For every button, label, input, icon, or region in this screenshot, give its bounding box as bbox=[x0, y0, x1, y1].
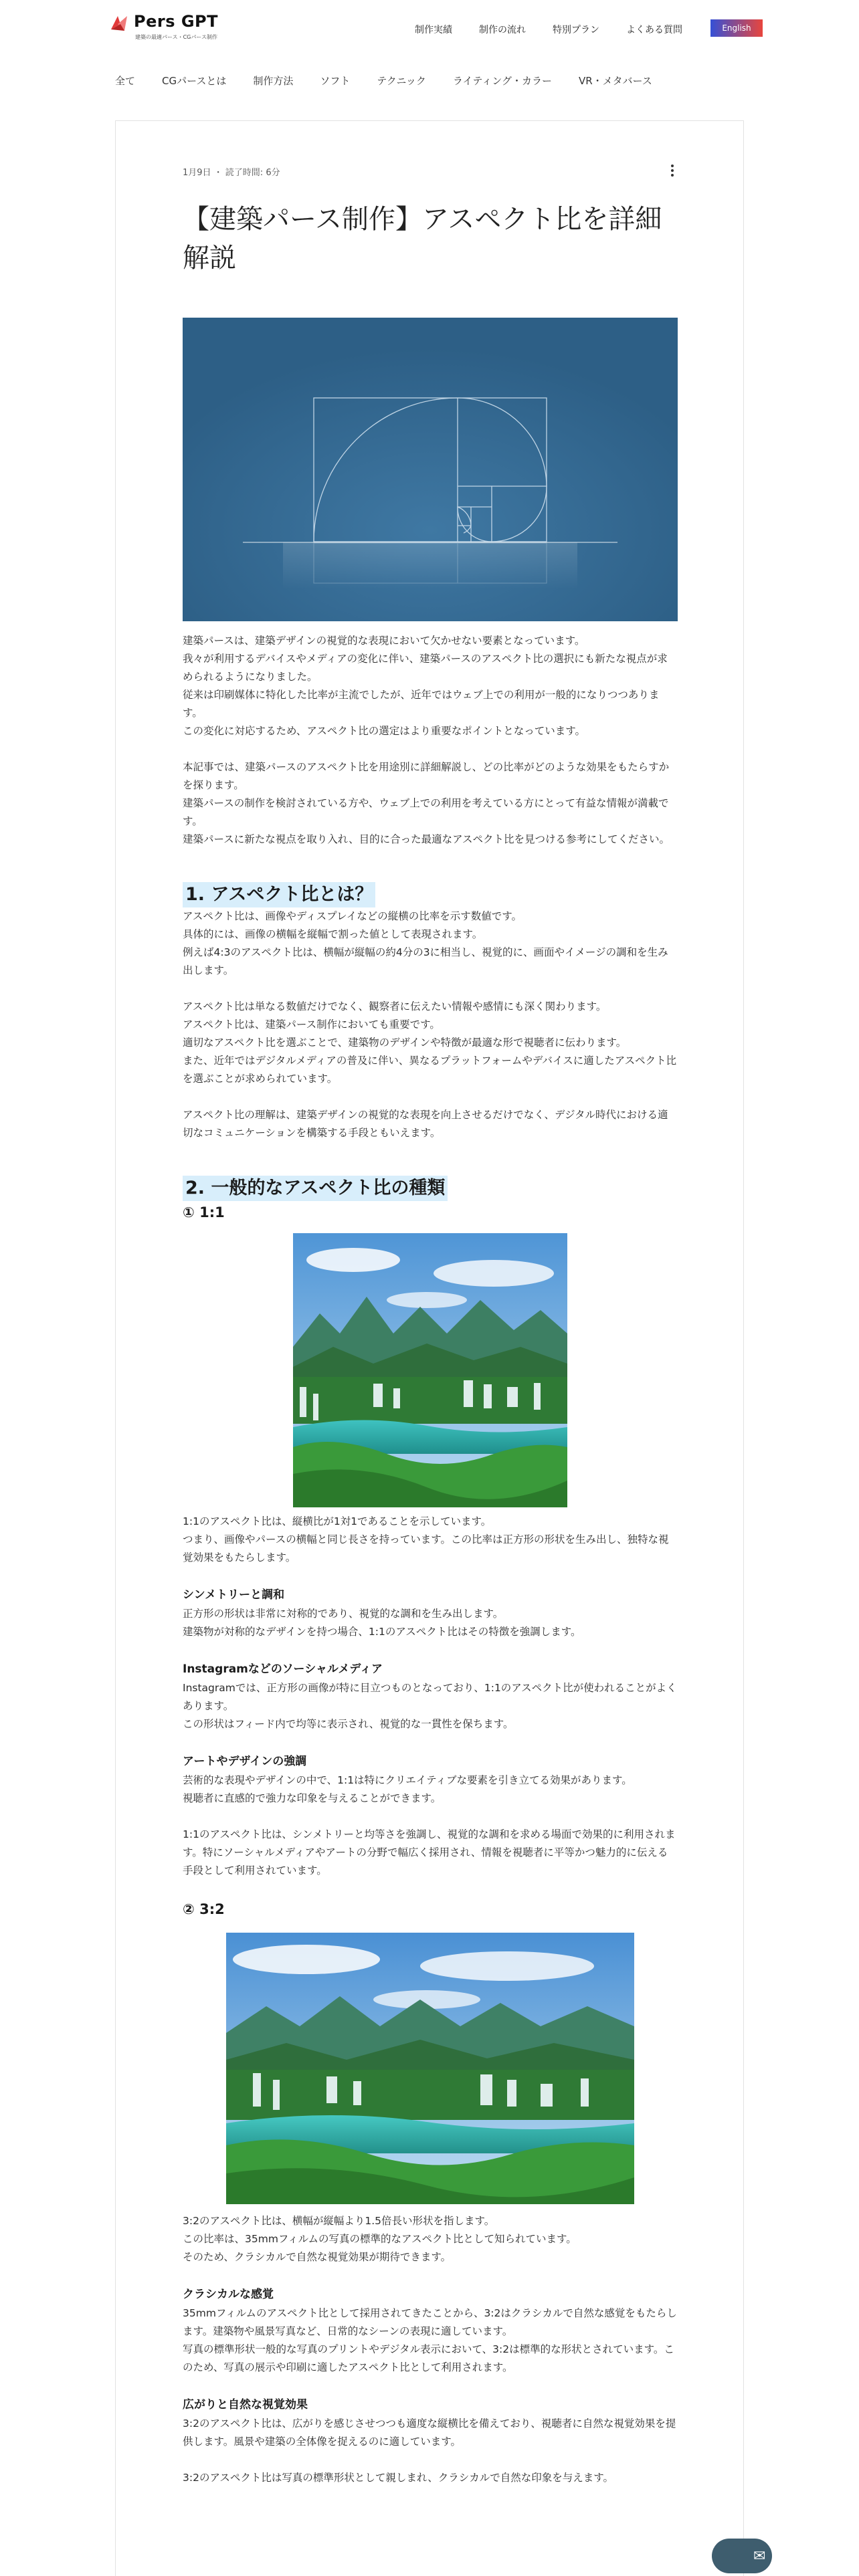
golden-spiral-illustration bbox=[183, 318, 678, 621]
paragraph-line: 従来は印刷媒体に特化した比率が主流でしたが、近年ではウェブ上での利用が一般的になりつつあります。 bbox=[183, 689, 660, 719]
paragraph-line: アスペクト比は、画像やディスプレイなどの縦横の比率を示す数値です。 bbox=[183, 910, 522, 922]
category-software[interactable]: ソフト bbox=[320, 75, 351, 87]
category-lighting-color[interactable]: ライティング・カラー bbox=[452, 75, 552, 87]
paragraph-line: この比率は、35mmフィルムの写真の標準的なアスペクト比として知られています。 bbox=[183, 2233, 577, 2245]
top-nav bbox=[415, 23, 709, 36]
nav-faq[interactable]: よくある質問 bbox=[626, 25, 682, 35]
paragraph-line: 我々が利用するデバイスやメディアの変化に伴い、建築パースのアスペクト比の選択にも新たな視点が求められるようになりました。 bbox=[183, 653, 668, 683]
paragraph-line: 視聴者に直感的で強力な印象を与えることができます。 bbox=[183, 1792, 442, 1804]
logo-subtitle: 建築の最適パース・CGパース制作 bbox=[135, 34, 217, 40]
more-options-icon[interactable] bbox=[666, 163, 679, 179]
landscape-illustration bbox=[293, 1233, 567, 1507]
nav-flow[interactable]: 制作の流れ bbox=[479, 25, 526, 35]
intro-paragraph bbox=[183, 632, 678, 740]
site-logo[interactable] bbox=[110, 12, 230, 43]
category-nav bbox=[115, 74, 679, 90]
section-heading-1: 1. アスペクト比とは？ bbox=[183, 882, 375, 907]
waterfall-image-square bbox=[293, 1233, 567, 1507]
paragraph-line: 3:2のアスペクト比は、広がりを感じさせつつも適度な縦横比を備えており、視聴者に自然な視覚効果を提供します。風景や建築の全体像を捉えるのに適しています。 bbox=[183, 2418, 676, 2448]
paragraph-line: また、近年ではデジタルメディアの普及に伴い、異なるプラットフォームやデバイスに適したアスペクト比を選ぶことが求められています。 bbox=[183, 1055, 677, 1085]
waterfall-image-wide bbox=[226, 1933, 634, 2204]
category-vr-metaverse[interactable]: VR・メタバース bbox=[578, 75, 652, 87]
chat-icon: ✉ bbox=[753, 2548, 766, 2565]
landscape-illustration bbox=[226, 1933, 634, 2204]
subheading-symmetry: シンメトリーと調和 bbox=[183, 1588, 285, 1602]
paragraph-line: 建築パースの制作を検討されている方や、ウェブ上での利用を考えている方にとって有益な情報が満載です。 bbox=[183, 797, 669, 827]
paragraph-line: 写真の標準形状一般的な写真のプリントやデジタル表示において、3:2は標準的な形状とされています。このため、写真の展示や印刷に適したアスペクト比として利用されます。 bbox=[183, 2343, 674, 2373]
paragraph-line: 具体的には、画像の横幅を縦幅で割った値として表現されます。 bbox=[183, 928, 483, 940]
ratio-heading-3-2: ② 3:2 bbox=[183, 1901, 225, 1917]
paragraph-line: 3:2のアスペクト比は、横幅が縦幅より1.5倍長い形状を指します。 bbox=[183, 2215, 495, 2227]
paragraph-line: 建築パースに新たな視点を取り入れ、目的に合った最適なアスペクト比を見つける参考にしてください。 bbox=[183, 833, 670, 845]
hero-image bbox=[183, 318, 678, 621]
language-button[interactable]: English bbox=[710, 19, 763, 37]
intro-paragraph-2 bbox=[183, 758, 678, 849]
paragraph-line: 芸術的な表現やデザインの中で、1:1は特にクリエイティブな要素を引き立てる効果があります。 bbox=[183, 1774, 632, 1786]
logo-title: Pers GPT bbox=[134, 12, 219, 31]
subheading-natural-effect: 広がりと自然な視覚効果 bbox=[183, 2398, 308, 2411]
paragraph-line: 1:1のアスペクト比は、シンメトリーと均等さを強調し、視覚的な調和を求める場面で効果的に利用されます。特にソーシャルメディアやアートの分野で幅広く採用され、情報を視聴者に平等かつ魅力的に伝える手段として利用されています。 bbox=[183, 1828, 676, 1876]
subheading-art-design: アートやデザインの強調 bbox=[183, 1755, 307, 1768]
ratio-heading-1-1: ① 1:1 bbox=[183, 1204, 225, 1220]
paragraph-line: アスペクト比の理解は、建築デザインの視覚的な表現を向上させるだけでなく、デジタル時代における適切なコミュニケーションを構築する手段ともいえます。 bbox=[183, 1109, 668, 1139]
subheading-instagram: Instagramなどのソーシャルメディア bbox=[183, 1662, 383, 1676]
paragraph-line: 建築パースは、建築デザインの視覚的な表現において欠かせない要素となっています。 bbox=[183, 635, 585, 647]
paragraph-line: アスペクト比は、建築パース制作においても重要です。 bbox=[183, 1018, 440, 1031]
paragraph-line: 3:2のアスペクト比は写真の標準形状として親しまれ、クラシカルで自然な印象を与えます。 bbox=[183, 2472, 614, 2484]
paragraph-line: 正方形の形状は非常に対称的であり、視覚的な調和を生み出します。 bbox=[183, 1608, 504, 1620]
paragraph-line: この形状はフィード内で均等に表示され、視覚的な一貫性を保ちます。 bbox=[183, 1718, 514, 1730]
category-method[interactable]: 制作方法 bbox=[253, 75, 294, 87]
nav-works[interactable]: 制作実績 bbox=[415, 25, 452, 35]
subheading-classical: クラシカルな感覚 bbox=[183, 2288, 274, 2301]
paragraph-line: 本記事では、建築パースのアスペクト比を用途別に詳細解説し、どの比率がどのような効果をもたらすかを探ります。 bbox=[183, 761, 670, 791]
paragraph-line: 1:1のアスペクト比は、縦横比が1対1であることを示しています。 bbox=[183, 1515, 492, 1527]
paragraph-line: そのため、クラシカルで自然な視覚効果が期待できます。 bbox=[183, 2251, 452, 2263]
nav-special-plan[interactable]: 特別プラン bbox=[553, 25, 599, 35]
post-meta: 1月9日 ・ 読了時間: 6分 bbox=[183, 168, 280, 178]
site-header bbox=[0, 0, 859, 58]
paragraph-line: Instagramでは、正方形の画像が特に目立つものとなっており、1:1のアスペクト比が使われることがよくあります。 bbox=[183, 1682, 677, 1712]
paragraph-line: 35mmフィルムのアスペクト比として採用されてきたことから、3:2はクラシカルで自然な感覚をもたらします。建築物や風景写真など、日常的なシーンの表現に適しています。 bbox=[183, 2307, 677, 2337]
article-body bbox=[183, 632, 678, 2487]
paragraph-line: 建築物が対称的なデザインを持つ場合、1:1のアスペクト比はその特徴を強調します。 bbox=[183, 1626, 581, 1638]
category-cg-perse[interactable]: CGパースとは bbox=[162, 75, 227, 87]
category-technique[interactable]: テクニック bbox=[377, 75, 426, 87]
paragraph-line: 例えば4:3のアスペクト比は、横幅が縦幅の約4分の3に相当し、視覚的に、画面やイメージの調和を生み出します。 bbox=[183, 946, 668, 976]
section-heading-2: 2. 一般的なアスペクト比の種類 bbox=[183, 1176, 448, 1201]
logo-mark-icon bbox=[110, 13, 130, 33]
paragraph-line: つまり、画像やパースの横幅と同じ長さを持っています。この比率は正方形の形状を生み出し、独特な視覚効果をもたらします。 bbox=[183, 1533, 669, 1564]
paragraph-line: 適切なアスペクト比を選ぶことで、建築物のデザインや特徴が最適な形で視聴者に伝わります。 bbox=[183, 1037, 627, 1049]
category-all[interactable]: 全て bbox=[115, 75, 136, 87]
chat-button[interactable] bbox=[712, 2539, 772, 2573]
paragraph-line: アスペクト比は単なる数値だけでなく、観察者に伝えたい情報や感情にも深く関わります。 bbox=[183, 1000, 607, 1012]
paragraph-line: この変化に対応するため、アスペクト比の選定はより重要なポイントとなっています。 bbox=[183, 725, 586, 737]
article-card bbox=[115, 120, 744, 2576]
article-title: 【建築パース制作】アスペクト比を詳細解説 bbox=[183, 204, 662, 274]
